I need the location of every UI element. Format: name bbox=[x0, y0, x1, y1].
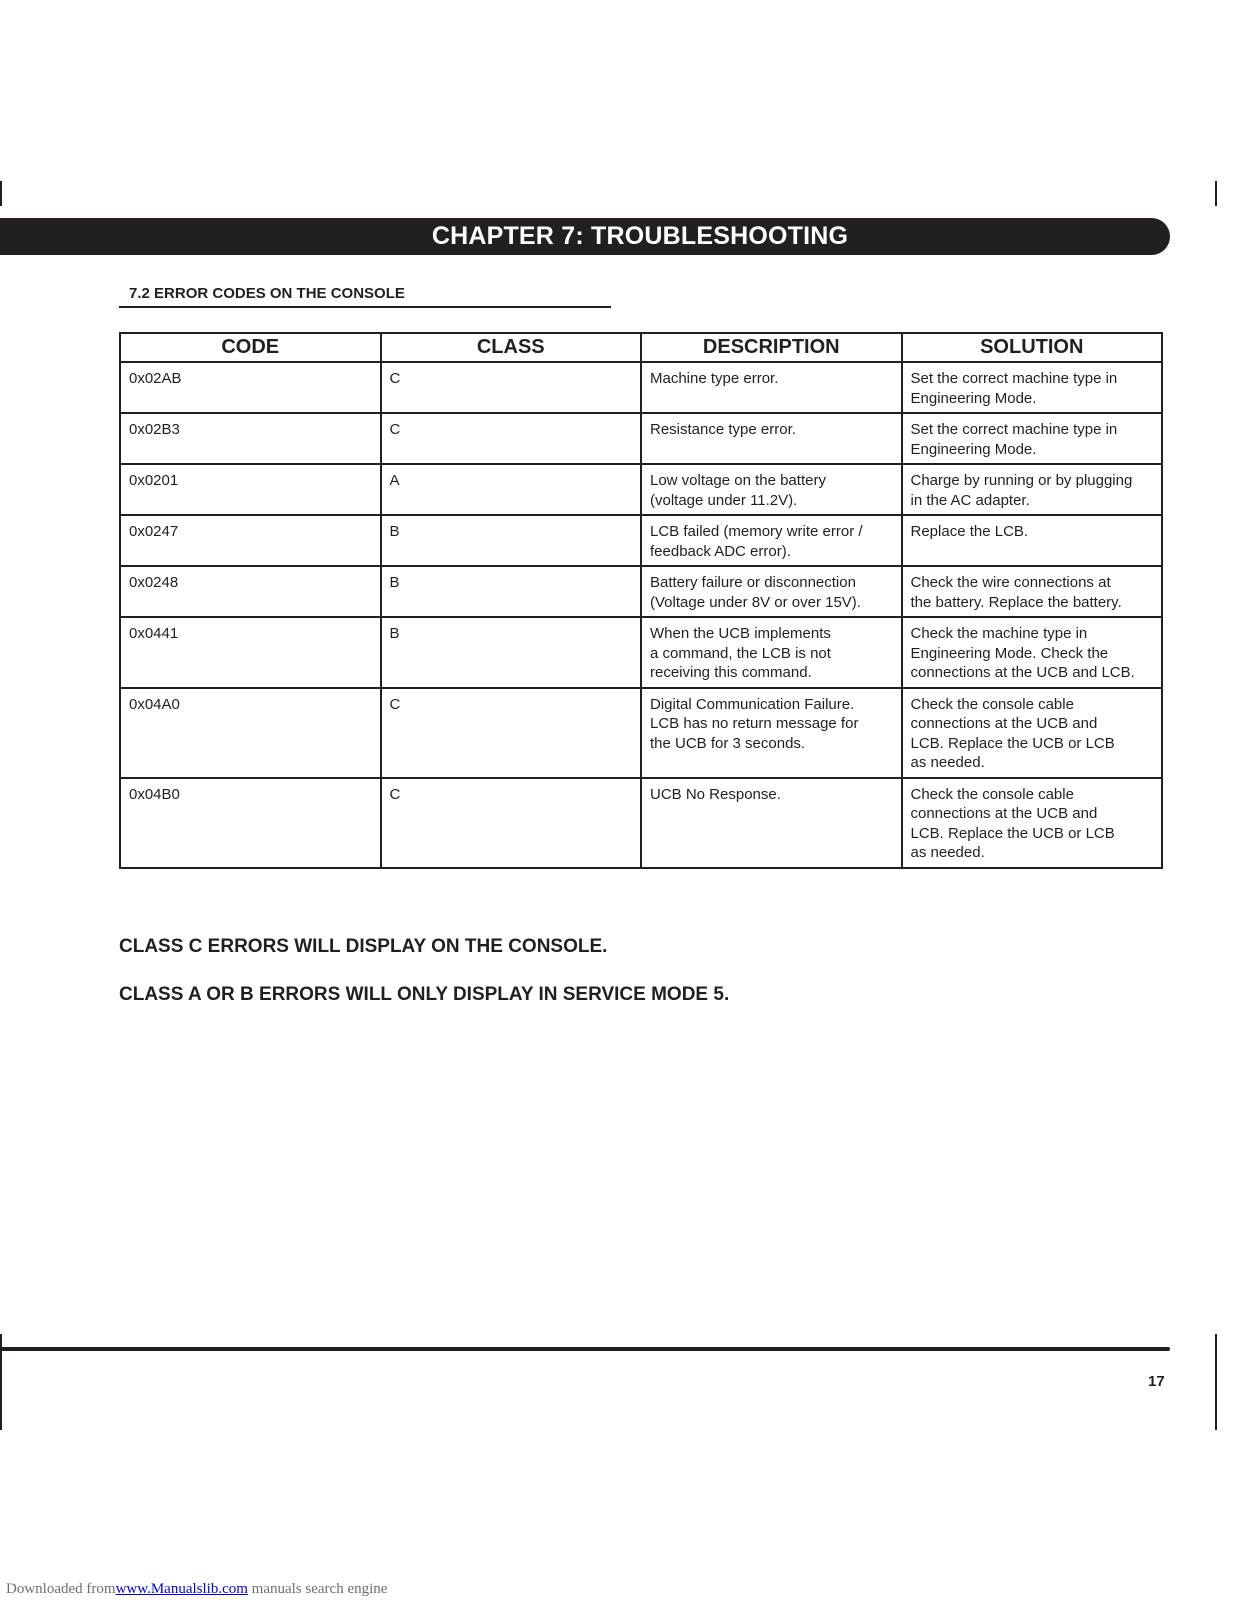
error-codes-table bbox=[119, 332, 1163, 869]
cell-code: 0x0247 bbox=[120, 515, 381, 566]
cell-description: LCB failed (memory write error / feedback ADC error). bbox=[641, 515, 902, 566]
table-row bbox=[120, 413, 1162, 464]
cell-description: Low voltage on the battery (voltage under 11.2V). bbox=[641, 464, 902, 515]
cell-code: 0x04A0 bbox=[120, 688, 381, 778]
cell-class: C bbox=[381, 362, 642, 413]
chapter-title: CHAPTER 7: TROUBLESHOOTING bbox=[431, 222, 849, 250]
section-heading-underline bbox=[119, 306, 611, 308]
cell-class: B bbox=[381, 515, 642, 566]
cell-description: Digital Communication Failure. LCB has no return message for the UCB for 3 seconds. bbox=[641, 688, 902, 778]
cell-code: 0x04B0 bbox=[120, 778, 381, 868]
cell-code: 0x02B3 bbox=[120, 413, 381, 464]
cell-description: When the UCB implements a command, the LCB is not receiving this command. bbox=[641, 617, 902, 688]
column-header-solution: SOLUTION bbox=[902, 333, 1163, 362]
footer-rule bbox=[0, 1347, 1170, 1351]
crop-mark-bottom-right bbox=[1215, 1334, 1217, 1430]
download-footer bbox=[6, 1581, 387, 1598]
cell-class: B bbox=[381, 617, 642, 688]
table-row bbox=[120, 778, 1162, 868]
cell-description: Battery failure or disconnection (Voltage under 8V or over 15V). bbox=[641, 566, 902, 617]
download-footer-suffix: manuals search engine bbox=[247, 1581, 388, 1597]
manualslib-link[interactable]: www.Manualslib.com bbox=[115, 1581, 248, 1597]
cell-solution: Replace the LCB. bbox=[902, 515, 1163, 566]
cell-code: 0x02AB bbox=[120, 362, 381, 413]
page-number: 17 bbox=[1148, 1373, 1165, 1390]
cell-solution: Check the machine type in Engineering Mode. Check the connections at the UCB and LCB. bbox=[902, 617, 1163, 688]
cell-class: C bbox=[381, 413, 642, 464]
cell-solution: Check the console cable connections at the UCB and LCB. Replace the UCB or LCB as needed. bbox=[902, 688, 1163, 778]
column-header-class: CLASS bbox=[381, 333, 642, 362]
cell-description: UCB No Response. bbox=[641, 778, 902, 868]
cell-solution: Check the console cable connections at the UCB and LCB. Replace the UCB or LCB as needed. bbox=[902, 778, 1163, 868]
cell-solution: Set the correct machine type in Engineering Mode. bbox=[902, 362, 1163, 413]
column-header-code: CODE bbox=[120, 333, 381, 362]
column-header-description: DESCRIPTION bbox=[641, 333, 902, 362]
cell-solution: Charge by running or by plugging in the AC adapter. bbox=[902, 464, 1163, 515]
cell-class: B bbox=[381, 566, 642, 617]
crop-mark-top-right bbox=[1215, 181, 1217, 206]
cell-description: Resistance type error. bbox=[641, 413, 902, 464]
cell-class: A bbox=[381, 464, 642, 515]
cell-description: Machine type error. bbox=[641, 362, 902, 413]
crop-mark-top-left bbox=[0, 181, 2, 206]
table-row bbox=[120, 688, 1162, 778]
cell-solution: Set the correct machine type in Engineering Mode. bbox=[902, 413, 1163, 464]
cell-code: 0x0441 bbox=[120, 617, 381, 688]
table-row bbox=[120, 464, 1162, 515]
table-header-row bbox=[120, 333, 1162, 362]
table-row bbox=[120, 566, 1162, 617]
cell-class: C bbox=[381, 688, 642, 778]
cell-code: 0x0201 bbox=[120, 464, 381, 515]
note-class-a-b-errors: CLASS A OR B ERRORS WILL ONLY DISPLAY IN SERVICE MODE 5. bbox=[119, 984, 730, 1005]
note-class-c-errors: CLASS C ERRORS WILL DISPLAY ON THE CONSOLE. bbox=[119, 936, 608, 957]
cell-solution: Check the wire connections at the battery. Replace the battery. bbox=[902, 566, 1163, 617]
table-row bbox=[120, 515, 1162, 566]
cell-class: C bbox=[381, 778, 642, 868]
section-heading: 7.2 ERROR CODES ON THE CONSOLE bbox=[129, 285, 405, 302]
table-row bbox=[120, 617, 1162, 688]
cell-code: 0x0248 bbox=[120, 566, 381, 617]
table-row bbox=[120, 362, 1162, 413]
download-footer-prefix: Downloaded from bbox=[6, 1581, 116, 1597]
